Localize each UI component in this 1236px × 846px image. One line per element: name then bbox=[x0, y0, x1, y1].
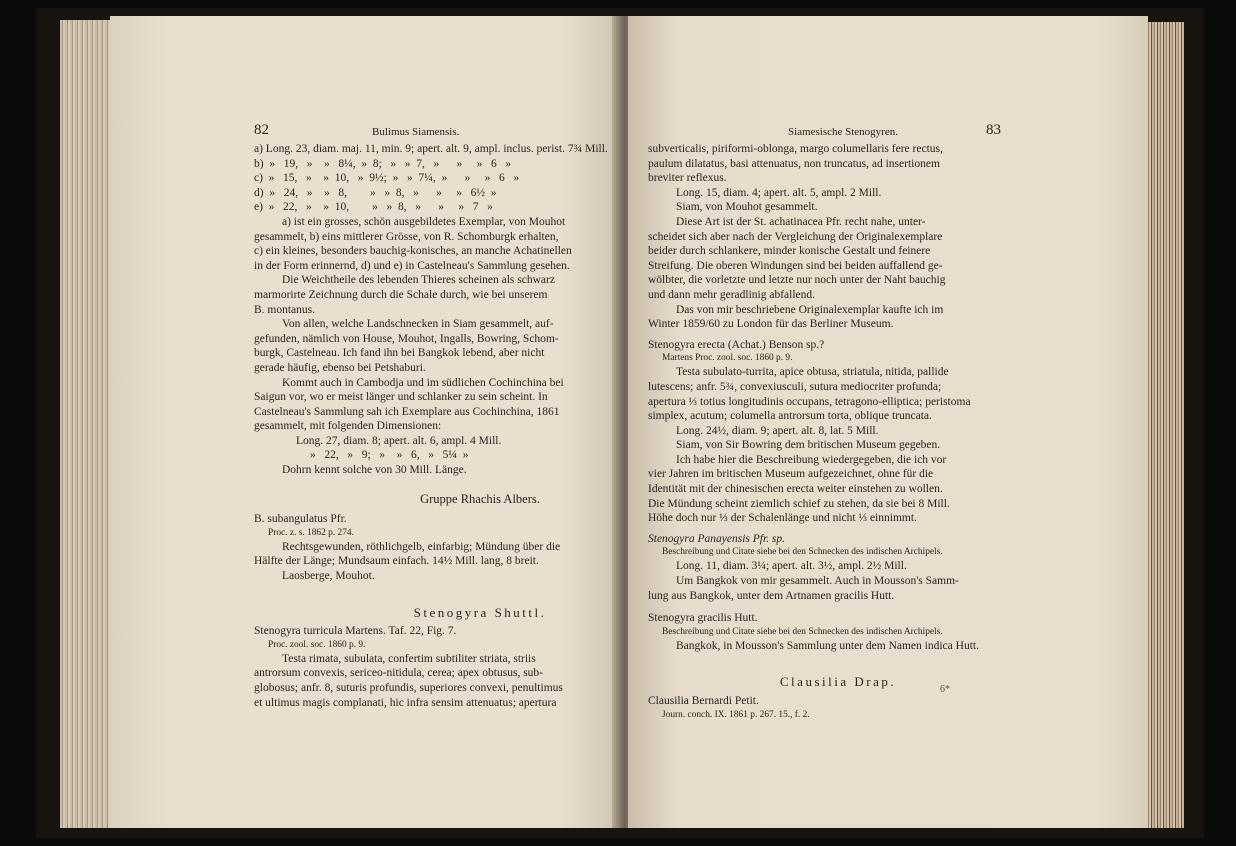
intro-line: wölbter, die vorletzte und letzte nur noch unter der Naht bauchig bbox=[648, 274, 946, 287]
species-text: Die Mündung scheint ziemlich schief zu stehen, da sie bei 8 Mill. bbox=[648, 497, 950, 510]
intro-line: beider durch schlankere, minder konische Gestalt und feinere bbox=[648, 245, 931, 258]
intro-line: und dann mehr geradlinig abfallend. bbox=[648, 288, 816, 301]
left-page-number: 82 bbox=[254, 122, 269, 138]
genus-heading: Stenogyra Shuttl. bbox=[413, 604, 547, 620]
species-text: vier Jahren im britischen Museum aufgezeichnet, ohne für die bbox=[648, 468, 934, 481]
intro-line: Winter 1859/60 zu London für das Berliner Museum. bbox=[648, 318, 894, 331]
paragraph-line: Die Weichtheile des lebenden Thieres scheinen als schwarz bbox=[282, 274, 555, 287]
species-reference: Beschreibung und Citate siehe bei den Schnecken des indischen Archipels. bbox=[662, 626, 943, 637]
intro-line: Long. 15, diam. 4; apert. alt. 5, ampl. 2 Mill. bbox=[676, 186, 882, 199]
species-text: antrorsum convexis, sericeo-nitidula, cerea; apex obtusus, sub- bbox=[254, 667, 544, 680]
paragraph-line: Castelneau's Sammlung sah ich Exemplare aus Cochinchina, 1861 bbox=[254, 405, 560, 418]
right-running-head: Siamesische Stenogyren. bbox=[788, 126, 898, 138]
species-text: Identität mit der chinesischen erecta weiter einstehen zu wollen. bbox=[648, 483, 943, 496]
intro-line: scheidet sich aber nach der Vergleichung der Originalexemplare bbox=[648, 230, 943, 243]
left-running-head: Bulimus Siamensis. bbox=[372, 126, 460, 138]
paragraph-line: burgk, Castelneau. Ich fand ihn bei Bangkok lebend, aber nicht bbox=[254, 347, 545, 360]
right-page-body bbox=[648, 142, 1028, 722]
species-text: Rechtsgewunden, röthlichgelb, einfarbig; Mündung über die bbox=[282, 540, 561, 553]
species-text: Testa rimata, subulata, confertim subtiliter striata, striis bbox=[282, 652, 536, 665]
paragraph-line: Long. 27, diam. 8; apert. alt. 6, ampl. 4 Mill. bbox=[296, 434, 502, 447]
species-text: Laosberge, Mouhot. bbox=[282, 570, 375, 583]
species-text: Siam, von Sir Bowring dem britischen Museum gegeben. bbox=[676, 439, 941, 452]
species-name: Clausilia Bernardi Petit. bbox=[648, 695, 759, 707]
paragraph-line: Saigun vor, wo er meist länger und schlanker zu sein scheint. In bbox=[254, 391, 548, 404]
species-text: Ich habe hier die Beschreibung wiedergegeben, die ich vor bbox=[676, 453, 947, 466]
measure-row: b) » 19, » » 8¼, » 8; » » 7, » » » 6 » bbox=[254, 157, 512, 170]
species-reference: Proc. zool. soc. 1860 p. 9. bbox=[268, 639, 366, 650]
species-reference: Proc. z. s. 1862 p. 274. bbox=[268, 527, 354, 538]
group-heading: Gruppe Rhachis Albers. bbox=[420, 491, 540, 506]
right-page-number: 83 bbox=[986, 122, 1001, 138]
paragraph-line: B. montanus. bbox=[254, 303, 316, 316]
intro-line: Siam, von Mouhot gesammelt. bbox=[676, 201, 818, 214]
species-reference: Journ. conch. IX. 1861 p. 267. 15., f. 2. bbox=[662, 709, 810, 720]
genus-heading: Clausilia Drap. bbox=[779, 674, 897, 690]
paragraph-line: marmorirte Zeichnung durch die Schale durch, wie bei unserem bbox=[254, 288, 548, 301]
species-text: apertura ⅓ totius longitudinis occupans, tetragono-elliptica; peristoma bbox=[648, 395, 971, 408]
paragraph-line: Von allen, welche Landschnecken in Siam gesammelt, auf- bbox=[282, 318, 554, 331]
species-reference: Martens Proc. zool. soc. 1860 p. 9. bbox=[662, 353, 793, 364]
paragraph-line: a) ist ein grosses, schön ausgebildetes Exemplar, von Mouhot bbox=[282, 215, 566, 228]
paragraph-line: Dohrn kennt solche von 30 Mill. Länge. bbox=[282, 464, 467, 477]
paragraph-line: gesammelt, b) eins mittlerer Grösse, von R. Schomburgk erhalten, bbox=[254, 230, 559, 243]
species-text: globosus; anfr. 8, suturis profundis, superiores convexi, penultimus bbox=[254, 682, 563, 694]
paragraph-line: » 22, » 9; » » 6, » 5¼ » bbox=[310, 449, 469, 462]
paragraph-line: gefunden, nämlich von House, Mouhot, Ingalls, Bowring, Schom- bbox=[254, 332, 559, 345]
intro-line: Das von mir beschriebene Originalexemplar kaufte ich im bbox=[676, 303, 944, 316]
measure-row: a) Long. 23, diam. maj. 11, min. 9; apert. alt. 9, ampl. inclus. perist. 7¾ Mill. bbox=[254, 143, 608, 155]
species-text: Long. 11, diam. 3¼; apert. alt. 3½, ampl. 2½ Mill. bbox=[676, 560, 907, 573]
species-name: B. subangulatus Pfr. bbox=[254, 513, 347, 526]
species-text: lung aus Bangkok, unter dem Artnamen gracilis Hutt. bbox=[648, 589, 895, 602]
species-text: Long. 24½, diam. 9; apert. alt. 8, lat. 5 Mill. bbox=[676, 424, 879, 437]
species-text: Höhe doch nur ⅓ der Schalenlänge und nicht ⅓ einnimmt. bbox=[648, 512, 917, 525]
paragraph-line: in der Form erinnernd, d) und e) in Castelneau's Sammlung gesehen. bbox=[254, 259, 570, 272]
measure-row: c) » 15, » » 10, » 9½; » » 7¼, » » » 6 » bbox=[254, 172, 520, 185]
species-text: Testa subulato-turrita, apice obtusa, striatula, nitida, pallide bbox=[676, 366, 949, 379]
right-page bbox=[628, 16, 1148, 828]
species-name: Stenogyra gracilis Hutt. bbox=[648, 612, 758, 625]
species-text: Hälfte der Länge; Mundsaum einfach. 14½ Mill. lang, 8 breit. bbox=[254, 555, 539, 568]
paragraph-line: Kommt auch in Cambodja und im südlichen Cochinchina bei bbox=[282, 376, 564, 389]
species-name: Stenogyra turricula Martens. Taf. 22, Fig. 7. bbox=[254, 625, 457, 638]
measure-row: d) » 24, » » 8, » » 8, » » » 6½ » bbox=[254, 186, 497, 199]
paragraph-line: gesammelt, mit folgenden Dimensionen: bbox=[254, 420, 442, 433]
species-text: lutescens; anfr. 5¾, convexiusculi, sutura mediocriter profunda; bbox=[648, 380, 942, 393]
intro-line: breviter reflexus. bbox=[648, 172, 727, 185]
species-text: et ultimus magis complanati, hic infra sensim attenuatus; apertura bbox=[254, 696, 557, 709]
signature-mark: 6* bbox=[940, 684, 950, 695]
intro-line: Diese Art ist der St. achatinacea Pfr. recht nahe, unter- bbox=[676, 215, 926, 228]
paragraph-line: gerade häufig, ebenso bei Petshaburi. bbox=[254, 361, 426, 374]
species-text: simplex, acutum; columella antrorsum torta, oblique truncata. bbox=[648, 410, 932, 423]
left-page bbox=[110, 16, 622, 828]
intro-line: paulum dilatatus, basi attenuatus, non truncatus, ad insertionem bbox=[648, 157, 940, 170]
paragraph-line: c) ein kleines, besonders bauchig-konisches, an manche Achatinellen bbox=[254, 245, 572, 258]
species-name: Stenogyra Panayensis Pfr. sp. bbox=[648, 532, 786, 545]
species-reference: Beschreibung und Citate siehe bei den Schnecken des indischen Archipels. bbox=[662, 547, 943, 558]
intro-line: subverticalis, piriformi-oblonga, margo columellaris fere rectus, bbox=[648, 143, 943, 155]
species-name: Stenogyra erecta (Achat.) Benson sp.? bbox=[648, 338, 825, 351]
measure-row: e) » 22, » » 10, » » 8, » » » 7 » bbox=[254, 201, 493, 214]
species-text: Bangkok, in Mousson's Sammlung unter dem Namen indica Hutt. bbox=[676, 639, 979, 652]
species-text: Um Bangkok von mir gesammelt. Auch in Mousson's Samm- bbox=[676, 575, 959, 588]
intro-line: Streifung. Die oberen Windungen sind bei beiden auffallend ge- bbox=[648, 259, 943, 272]
